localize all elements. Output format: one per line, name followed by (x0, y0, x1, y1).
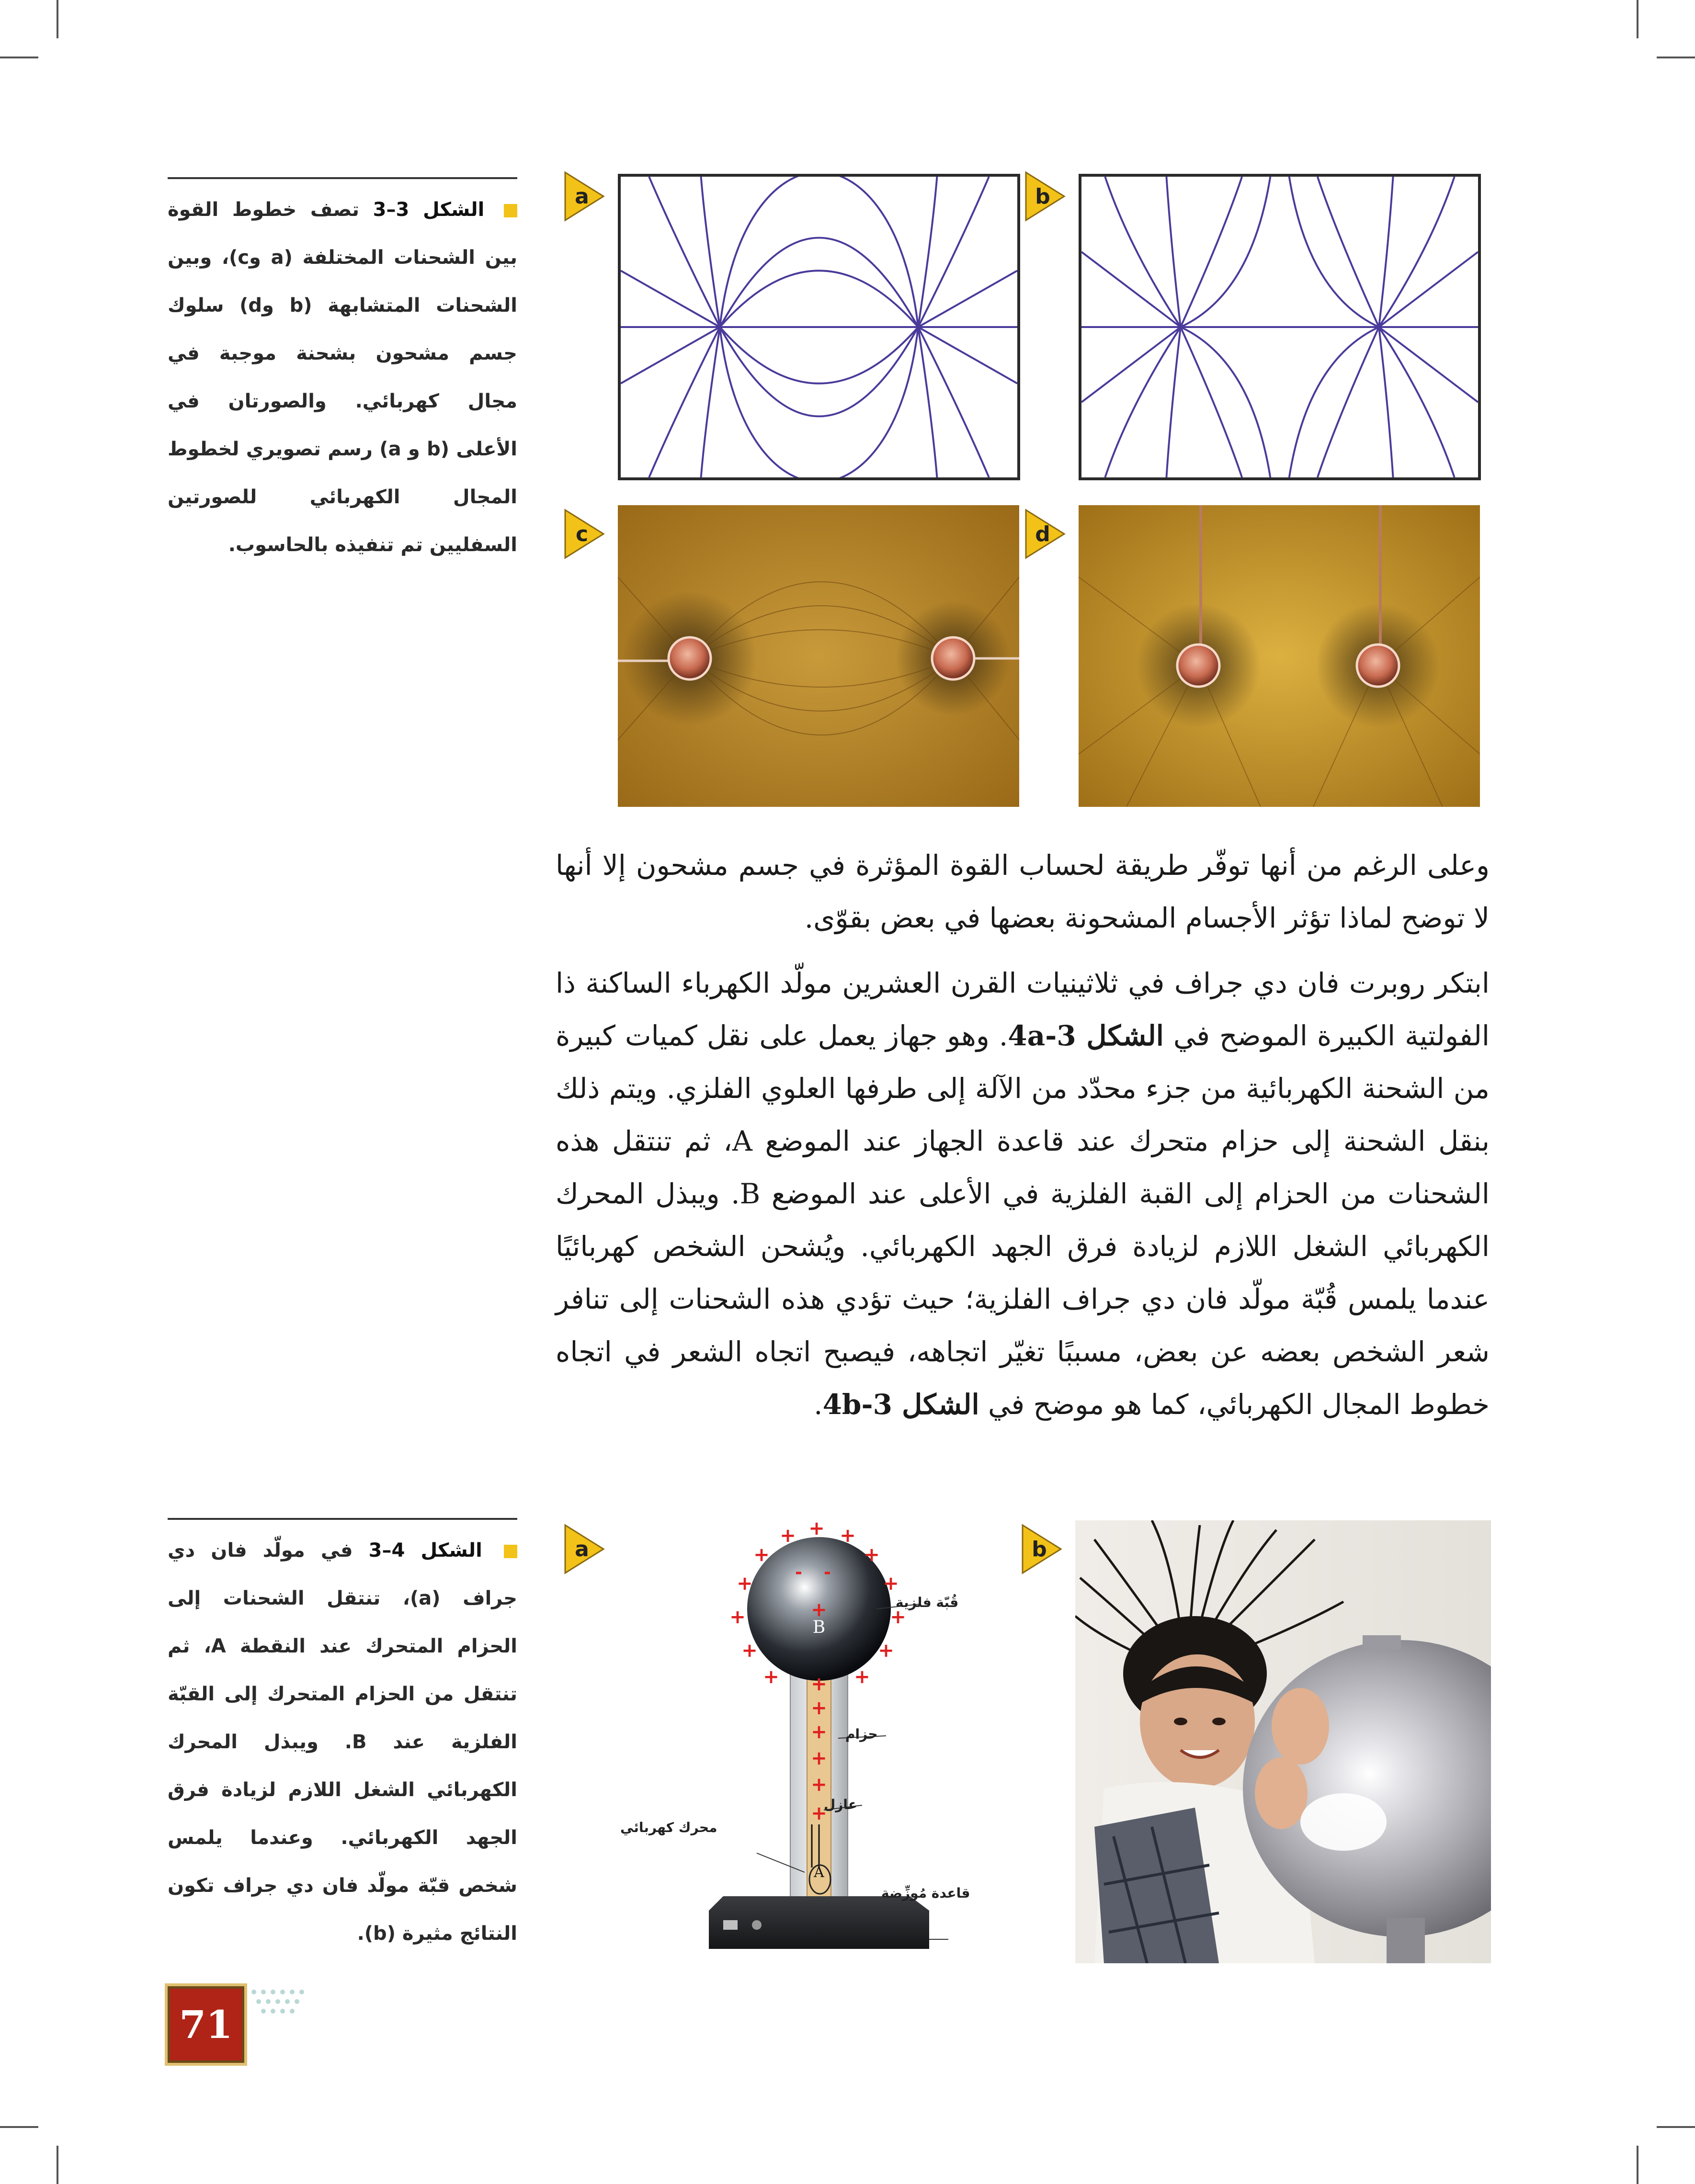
caption-rule (168, 1518, 517, 1520)
svg-text:-: - (795, 1562, 802, 1582)
field-lines-unlike-charges (618, 174, 1020, 480)
crop-mark (57, 0, 58, 38)
plus-sign: + (811, 1721, 827, 1743)
label-insulator: عازل (824, 1797, 858, 1812)
plus-sign: + (811, 1774, 827, 1796)
label-letter: b (1032, 1537, 1047, 1562)
van-de-graaff-diagram (661, 1518, 996, 1949)
figure-label-b (1024, 170, 1067, 223)
electrode-photo-d (1079, 505, 1480, 807)
point-b-label: B (812, 1618, 826, 1637)
paragraph-2-start: ابتكر روبرت فان دي جراف في ثلاثينيات القرن العشرين مولّد الكهرباء الساكنة ذا الفولتية الكبيرة الموضح في (556, 967, 1490, 1052)
paragraph-1: وعلى الرغم من أنها توفّر طريقة لحساب القوة المؤثرة في جسم مشحون إلا أنها لا توضح لماذا تؤثر الأجسام المشحونة بعضها في بعض بقوّى. (556, 849, 1490, 934)
crop-mark (1657, 57, 1695, 58)
crop-mark (1637, 0, 1638, 38)
paragraph-2-middle: . وهو جهاز يعمل على نقل كميات كبيرة من الشحنة الكهربائية من جزء محدّد من الآلة إلى طرفها العلوي الفلزي. ويتم ذلك بنقل الشحنة إلى حزام متحرك عند قاعدة الجهاز عند الموضع A، ثم تنتقل هذه الشحنات من الحزام إلى القبة الفلزية في الأعلى عند الموضع B. ويبذل المحرك الكهربائي الشغل اللازم لزيادة فرق الجهد الكهربائي. ويُشحن الشخص كهربائيًا عندما يلمس قُبّة مولّد فان دي جراف الفلزية؛ حيث تؤدي هذه الشحنات إلى تنافر شعر الشخص بعضه عن بعض، مسببًا تغيّر اتجاهه، فيصبح اتجاه الشعر في اتجاه خطوط المجال الكهربائي، كما هو موضح في (556, 1019, 1490, 1421)
generator-illustration (661, 1518, 996, 1949)
label-belt: حزام (845, 1726, 878, 1742)
figure-label-a (563, 170, 606, 223)
label-letter: d (1035, 522, 1050, 546)
dipole-field-diagram (621, 177, 1017, 477)
plus-sign: + (811, 1697, 827, 1719)
dots-logo-icon (244, 1982, 311, 2026)
label-metal-dome: قُبّة فلزية (896, 1595, 959, 1610)
plus-sign: + (741, 1640, 758, 1662)
crop-mark (0, 2126, 38, 2128)
electrode-photo-c (618, 505, 1019, 807)
caption-figure-number: الشكل 4–3 (368, 1539, 482, 1562)
figure-4-label-a (563, 1523, 606, 1575)
plus-sign: + (808, 1518, 825, 1539)
crop-mark (0, 57, 38, 58)
caption-marker (504, 1545, 517, 1558)
plus-sign: + (854, 1666, 870, 1688)
caption-text: تصف خطوط القوة بين الشحنات المختلفة (a وc)، وبين الشحنات المتشابهة (b وd) سلوك جسم مشحون بشحنة موجبة في مجال كهربائي. والصورتان في الأعلى (b و a) رسم تصويري لخطوط المجال الكهربائي للصورتين السفليين تم تنفيذه بالحاسوب. (168, 199, 518, 556)
caption-marker (504, 204, 517, 217)
caption-figure-number: الشكل 3–3 (373, 199, 485, 221)
plus-sign: + (737, 1573, 753, 1595)
page-number: 71 (168, 1986, 244, 2063)
plus-sign: + (763, 1666, 779, 1688)
paragraph-2-end: . (814, 1388, 823, 1421)
label-letter: c (575, 522, 589, 546)
field-lines-like-charges (1079, 174, 1481, 480)
plus-sign: + (780, 1525, 796, 1547)
plus-sign: + (864, 1544, 880, 1566)
plus-sign: + (811, 1747, 827, 1769)
figure-label-d (1024, 508, 1067, 560)
plus-sign: + (840, 1525, 856, 1547)
figure-reference-3-4b: الشكل 3-4b (822, 1388, 979, 1421)
photo-like-charges-fibers (1079, 505, 1480, 807)
label-motor: محرك كهربائي (620, 1820, 717, 1835)
label-letter: a (575, 184, 589, 209)
plus-sign: + (811, 1673, 827, 1695)
girl-touching-generator-photo (1075, 1520, 1491, 1963)
figure-4-label-b (1020, 1523, 1063, 1575)
figure-label-c (563, 508, 606, 560)
plus-sign: + (890, 1606, 906, 1628)
figure-3-3-caption (168, 177, 517, 569)
label-letter: b (1035, 184, 1050, 209)
svg-text:-: - (824, 1562, 831, 1582)
crop-mark (1657, 2126, 1695, 2128)
plus-sign: + (729, 1606, 746, 1628)
girl-photo (1075, 1520, 1491, 1963)
point-a-label: A (814, 1864, 824, 1881)
label-base: قاعدة مُوزِّضة (881, 1885, 970, 1901)
figure-reference-3-4a: الشكل 3-4a (1008, 1019, 1164, 1052)
caption-rule (168, 177, 517, 179)
body-text (556, 839, 1490, 1443)
photo-unlike-charges-fibers (618, 505, 1019, 807)
repulsion-field-diagram (1081, 177, 1478, 477)
plus-sign: + (811, 1802, 827, 1824)
crop-mark (1637, 2146, 1638, 2184)
crop-mark (57, 2146, 58, 2184)
plus-sign: + (753, 1544, 770, 1566)
plus-sign: + (878, 1640, 894, 1662)
caption-text: في مولّد فان دي جراف (a)، تنتقل الشحنات إلى الحزام المتحرك عند النقطة A، ثم تنتقل من الحزام المتحرك إلى القبّة الفلزية عند B. ويبذل المحرك الكهربائي الشغل اللازم لزيادة فرق الجهد الكهربائي. وعندما يلمس شخص قبّة مولّد فان دي جراف تكون النتائج مثيرة (b). (168, 1539, 517, 1945)
figure-3-4-caption (168, 1518, 517, 1958)
label-letter: a (575, 1537, 589, 1562)
ministry-logo-watermark (244, 1982, 311, 2026)
plus-sign: + (883, 1573, 899, 1595)
paragraph-2 (556, 957, 1490, 1431)
plus-sign: + (811, 1599, 827, 1621)
